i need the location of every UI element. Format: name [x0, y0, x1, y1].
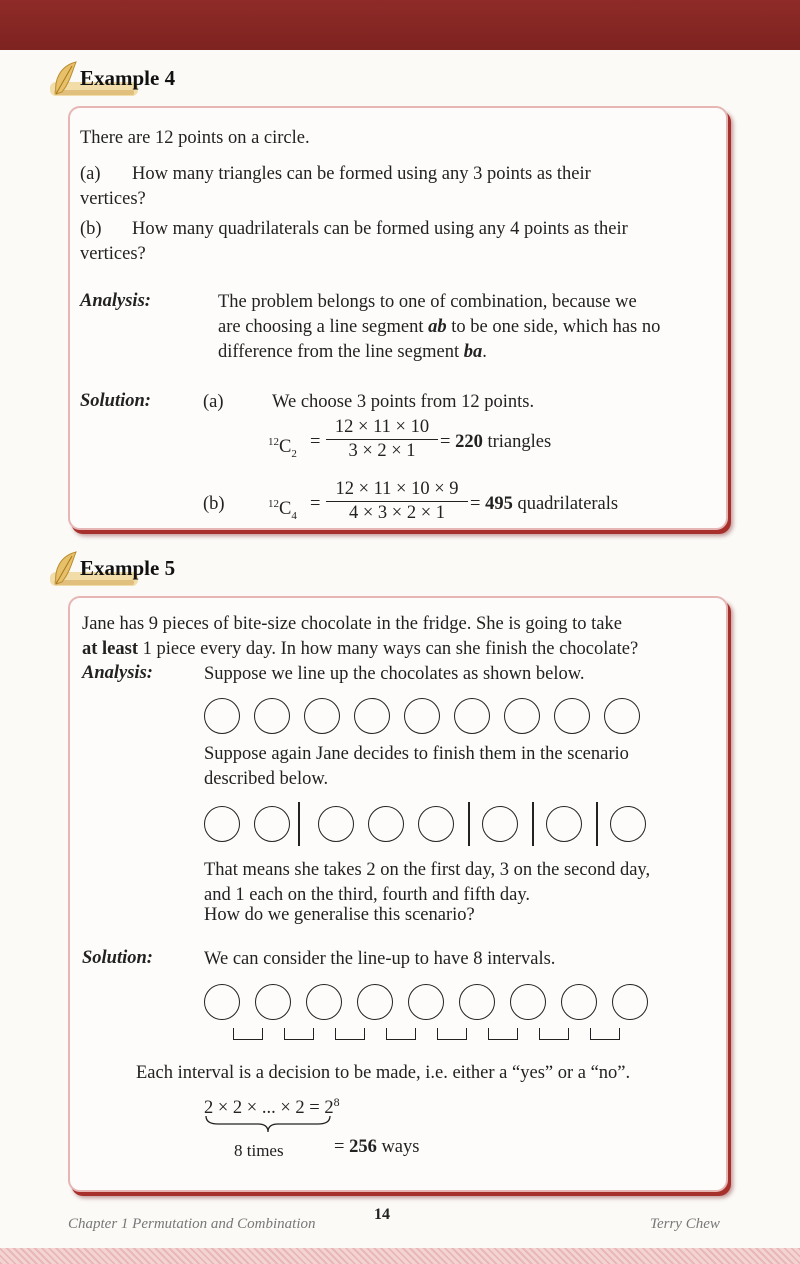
interval-bracket	[437, 1028, 467, 1040]
ex4-sol-b-eq1: =	[310, 494, 321, 514]
ex4-qb-line2: vertices?	[80, 244, 146, 264]
interval-bracket	[233, 1028, 263, 1040]
interval-bracket	[590, 1028, 620, 1040]
ex4-sol-b-mark: (b)	[203, 494, 225, 514]
ex4-qb-mark: (b)	[80, 219, 102, 239]
chocolate-circle	[454, 698, 490, 734]
chocolate-circle	[504, 698, 540, 734]
chocolate-circle	[304, 698, 340, 734]
interval-bracket	[539, 1028, 569, 1040]
chocolate-circle	[404, 698, 440, 734]
example-4-title: Example 4	[80, 66, 176, 90]
ex5-scenario-line1: Suppose again Jane decides to finish them in the scenario	[204, 744, 629, 764]
chocolate-circle	[204, 984, 240, 1020]
chocolate-circle	[318, 806, 354, 842]
bottom-band	[0, 1248, 800, 1264]
ex5-means-line3: How do we generalise this scenario?	[204, 905, 475, 925]
ex4-analysis-label: Analysis:	[80, 291, 151, 311]
chocolate-circle	[306, 984, 342, 1020]
chocolate-circle	[612, 984, 648, 1020]
chocolate-circle	[459, 984, 495, 1020]
ex5-means-line2: and 1 each on the third, fourth and fifth day.	[204, 885, 531, 905]
ex4-sol-b-result: = 495 quadrilaterals	[470, 494, 619, 514]
ex4-analysis-line1: The problem belongs to one of combination, because we	[218, 292, 637, 312]
example-4-heading	[50, 60, 270, 100]
ex5-analysis-text: Suppose we line up the chocolates as shown below.	[204, 664, 585, 684]
ex4-qb-line1: How many quadrilaterals can be formed using any 4 points as their	[132, 219, 628, 239]
chocolate-circle	[357, 984, 393, 1020]
chocolate-circle	[546, 806, 582, 842]
page-number: 14	[374, 1206, 390, 1223]
day-divider	[596, 802, 598, 846]
example-5-box	[68, 596, 728, 1192]
ex5-scenario-line2: described below.	[204, 769, 329, 789]
ex5-result: = 256 ways	[334, 1137, 420, 1157]
footer-author: Terry Chew	[650, 1216, 720, 1232]
ex4-analysis-line3: difference from the line segment ba.	[218, 342, 487, 362]
ex5-brace-label: 8 times	[234, 1141, 284, 1160]
chocolate-circle	[482, 806, 518, 842]
footer-chapter: Chapter 1 Permutation and Combination	[68, 1216, 316, 1232]
chocolate-circle	[408, 984, 444, 1020]
ex4-sol-b-fraction: $\frac{12 \times 11 \times 10 \times 9}{4 \times 3 \times 2 \times 1}$	[326, 479, 468, 524]
example-4-box	[68, 106, 728, 530]
example-5-heading	[50, 550, 270, 590]
ex5-means-line1: That means she takes 2 on the first day, 3 on the second day,	[204, 860, 651, 880]
ex5-interval-text: Each interval is a decision to be made, i.e. either a “yes” or a “no”.	[136, 1063, 631, 1083]
ex4-sol-a-eq1: =	[310, 432, 321, 452]
ex5-intro-line1: Jane has 9 pieces of bite-size chocolate in the fridge. She is going to take	[82, 614, 622, 634]
ex4-sol-a-mark: (a)	[203, 392, 224, 412]
ex4-qa-mark: (a)	[80, 164, 101, 184]
ex4-solution-label: Solution:	[80, 391, 151, 411]
ex5-product-expr: 2 × 2 × ... × $2 = 2^8$	[204, 1095, 340, 1119]
chocolate-circle	[204, 698, 240, 734]
ex4-qa-line2: vertices?	[80, 189, 146, 209]
interval-bracket	[488, 1028, 518, 1040]
ex4-intro: There are 12 points on a circle.	[80, 128, 310, 148]
interval-bracket	[335, 1028, 365, 1040]
chocolate-circle	[204, 806, 240, 842]
ex4-sol-a-comb: $^{12}C_2$	[268, 436, 297, 460]
ex4-sol-a-fraction: $\frac{12 \times 11 \times 10}{3 \times 2 \times 1}$	[326, 417, 438, 462]
ex4-qa-line1: How many triangles can be formed using any 3 points as their	[132, 164, 591, 184]
chocolate-circle	[254, 806, 290, 842]
interval-bracket	[386, 1028, 416, 1040]
ex4-sol-a-result: = 220 triangles	[440, 432, 552, 452]
chocolate-circle	[368, 806, 404, 842]
chocolate-circle	[554, 698, 590, 734]
day-divider	[468, 802, 470, 846]
ex5-intro-line2: at least 1 piece every day. In how many ways can she finish the chocolate?	[82, 639, 639, 659]
chocolate-circle	[254, 698, 290, 734]
ex5-solution-text: We can consider the line-up to have 8 intervals.	[204, 949, 556, 969]
example-5-title: Example 5	[80, 556, 176, 580]
chocolate-circle	[255, 984, 291, 1020]
day-divider	[298, 802, 300, 846]
chocolate-circle	[510, 984, 546, 1020]
chocolate-circle	[610, 806, 646, 842]
ex5-solution-label: Solution:	[82, 948, 153, 968]
chocolate-circle	[354, 698, 390, 734]
day-divider	[532, 802, 534, 846]
ex5-analysis-label: Analysis:	[82, 663, 153, 683]
ex4-sol-a-text: We choose 3 points from 12 points.	[272, 392, 535, 412]
chocolate-circle	[604, 698, 640, 734]
top-band	[0, 0, 800, 50]
interval-bracket	[284, 1028, 314, 1040]
ex4-analysis-line2: are choosing a line segment ab to be one side, which has no	[218, 317, 661, 337]
underbrace-icon	[204, 1114, 332, 1134]
chocolate-circle	[561, 984, 597, 1020]
ex4-sol-b-comb: $^{12}C_4$	[268, 498, 297, 522]
chocolate-circle	[418, 806, 454, 842]
